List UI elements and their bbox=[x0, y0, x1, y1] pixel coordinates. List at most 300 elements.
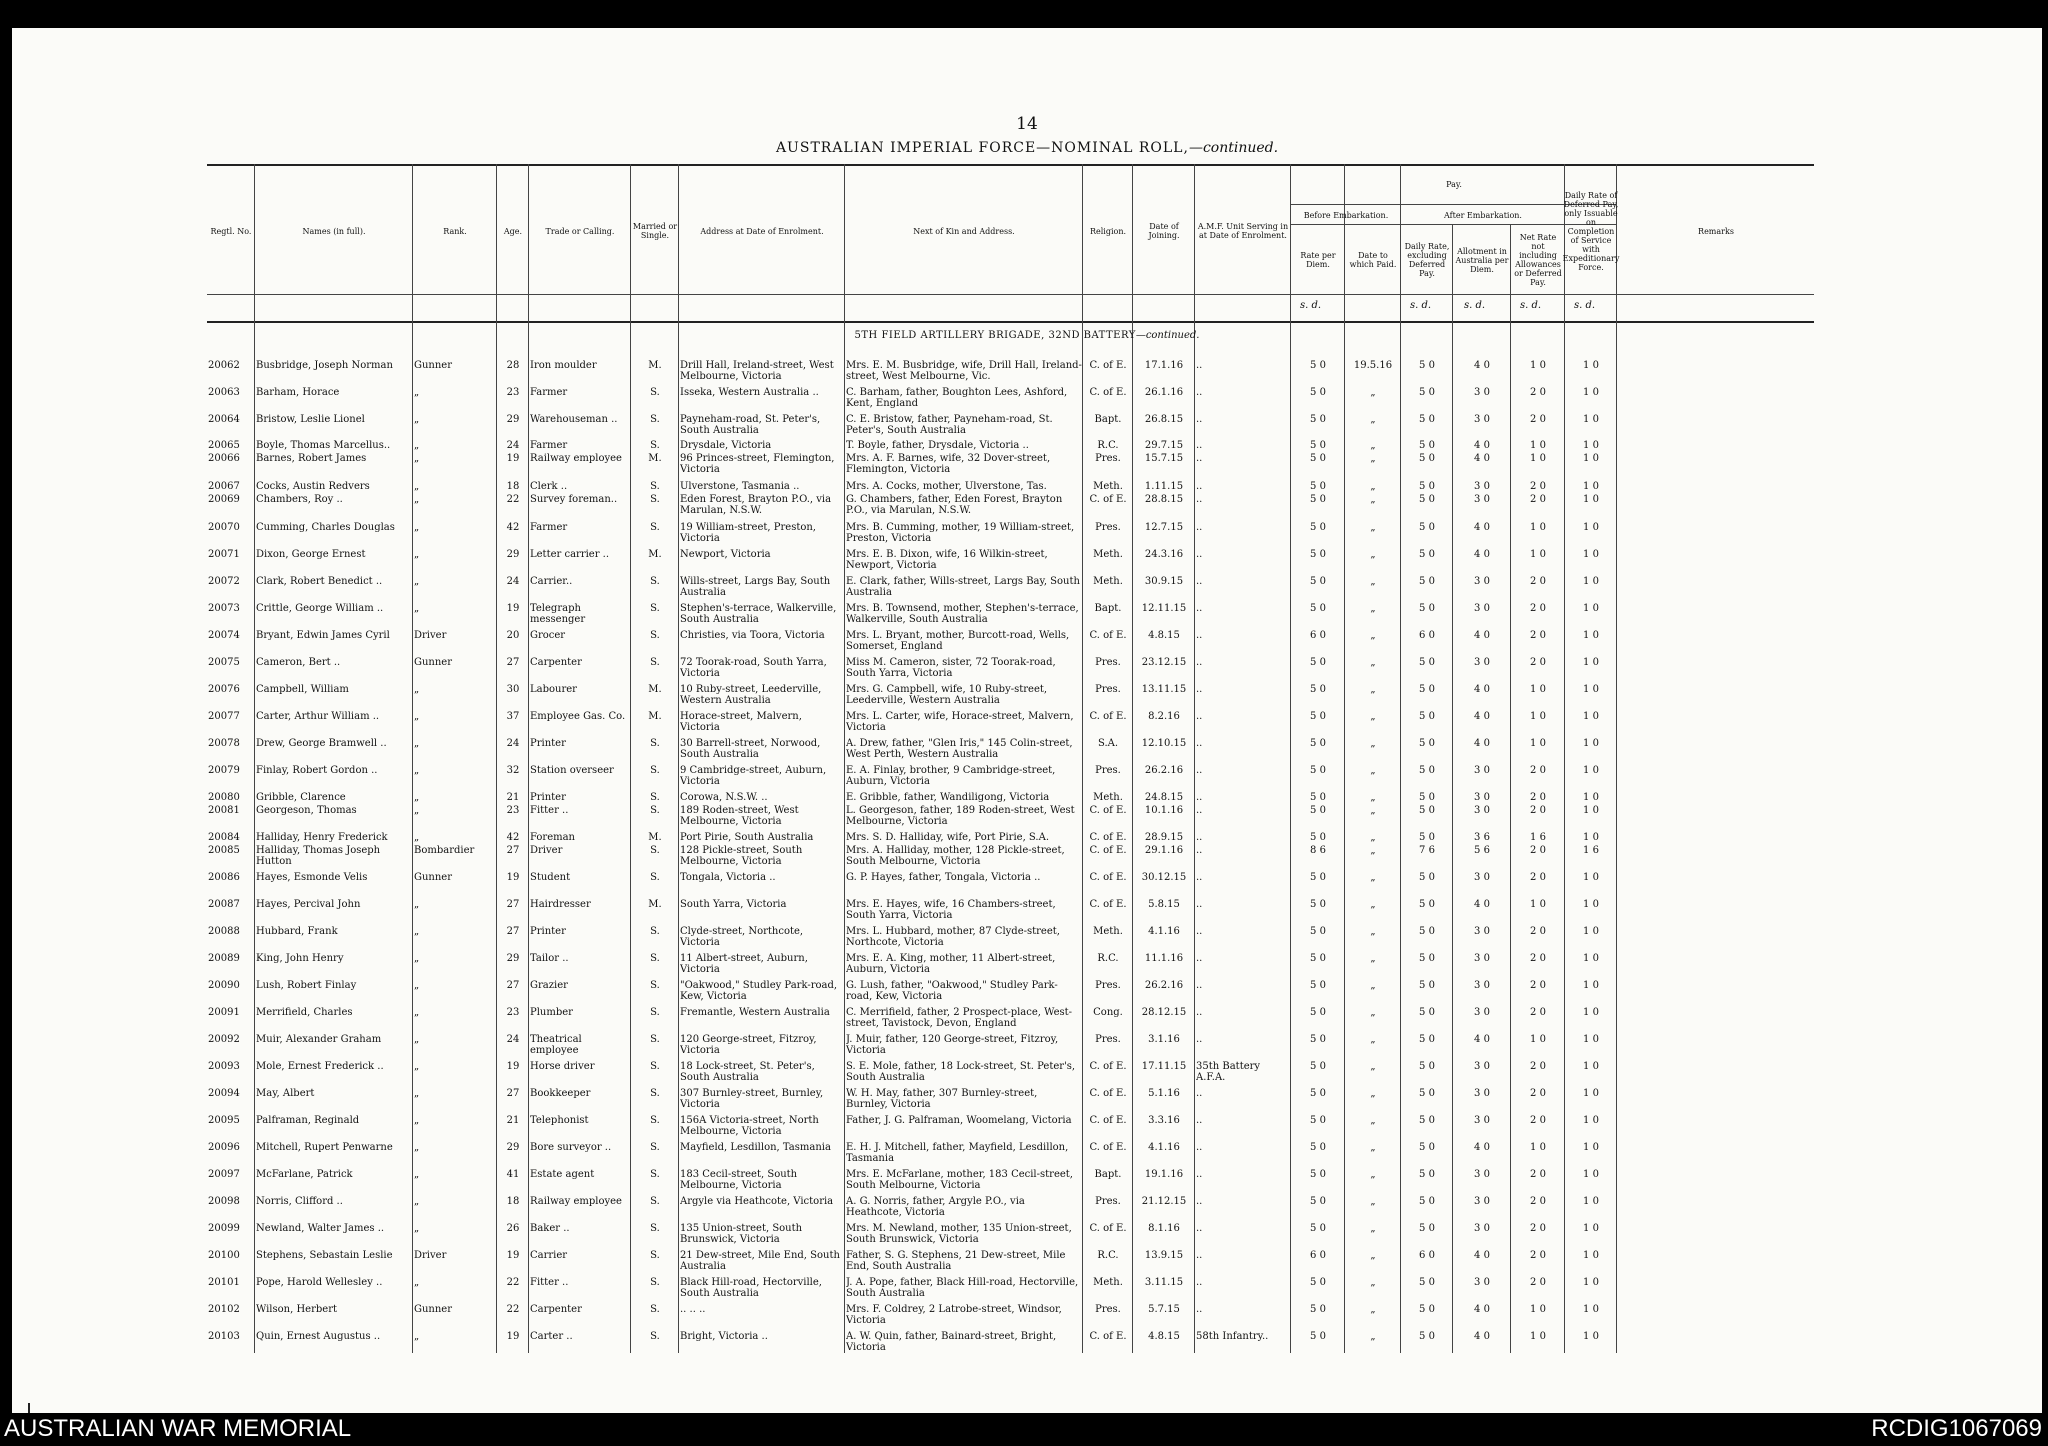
cell-def: 1 0 bbox=[1583, 953, 1599, 964]
cell-addr: Stephen's-terrace, Walkerville, South Australia bbox=[680, 603, 837, 625]
cell-rate: 5 0 bbox=[1310, 1034, 1326, 1045]
cell-rank: „ bbox=[414, 953, 420, 964]
cell-name: McFarlane, Patrick bbox=[256, 1169, 353, 1180]
cell-rank: „ bbox=[414, 1088, 420, 1099]
cell-ms: S. bbox=[650, 414, 660, 425]
cell-rank: „ bbox=[414, 494, 420, 505]
cell-rate: 5 0 bbox=[1310, 832, 1326, 843]
cell-name: Drew, George Bramwell .. bbox=[256, 738, 387, 749]
cell-rel: Pres. bbox=[1095, 1304, 1121, 1315]
cell-paid: „ bbox=[1370, 1088, 1376, 1099]
cell-paid: „ bbox=[1370, 765, 1376, 776]
cell-name: Chambers, Roy .. bbox=[256, 494, 343, 505]
cell-daily: 5 0 bbox=[1419, 387, 1435, 398]
cell-kin: T. Boyle, father, Drysdale, Victoria .. bbox=[846, 440, 1029, 451]
cell-paid: „ bbox=[1370, 738, 1376, 749]
cell-join: 5.7.15 bbox=[1148, 1304, 1180, 1315]
column-rule bbox=[844, 164, 845, 1353]
cell-daily: 5 0 bbox=[1419, 414, 1435, 425]
cell-trade: Printer bbox=[530, 792, 566, 803]
cell-def: 1 0 bbox=[1583, 522, 1599, 533]
unit-sd: s. d. bbox=[1464, 300, 1486, 311]
cell-rank: „ bbox=[414, 926, 420, 937]
cell-net: 2 0 bbox=[1530, 1196, 1546, 1207]
pay-split-rule bbox=[1400, 204, 1401, 224]
cell-amf: .. bbox=[1196, 765, 1203, 776]
cell-no: 20103 bbox=[208, 1331, 240, 1342]
cell-net: 2 0 bbox=[1530, 1277, 1546, 1288]
cell-amf: .. bbox=[1196, 414, 1203, 425]
cell-no: 20091 bbox=[208, 1007, 240, 1018]
cell-ms: M. bbox=[648, 832, 662, 843]
cell-no: 20093 bbox=[208, 1061, 240, 1072]
cell-allot: 3 0 bbox=[1474, 603, 1490, 614]
cell-net: 2 0 bbox=[1530, 1061, 1546, 1072]
cell-name: Carter, Arthur William .. bbox=[256, 711, 380, 722]
cell-def: 1 0 bbox=[1583, 576, 1599, 587]
cell-addr: Bright, Victoria .. bbox=[680, 1331, 768, 1342]
cell-paid: „ bbox=[1370, 494, 1376, 505]
cell-allot: 3 0 bbox=[1474, 1196, 1490, 1207]
cell-trade: Carrier bbox=[530, 1250, 568, 1261]
cell-addr: 156A Victoria-street, North Melbourne, Victoria bbox=[680, 1115, 819, 1137]
cell-allot: 3 0 bbox=[1474, 805, 1490, 816]
cell-daily: 5 0 bbox=[1419, 522, 1435, 533]
cell-def: 1 0 bbox=[1583, 1196, 1599, 1207]
cell-def: 1 0 bbox=[1583, 1007, 1599, 1018]
cell-kin: A. Drew, father, "Glen Iris," 145 Colin-street, West Perth, Western Australia bbox=[846, 738, 1073, 760]
cell-paid: „ bbox=[1370, 1061, 1376, 1072]
cell-ms: S. bbox=[650, 1196, 660, 1207]
cell-rate: 5 0 bbox=[1310, 1196, 1326, 1207]
cell-daily: 5 0 bbox=[1419, 549, 1435, 560]
header-trade: Trade or Calling. bbox=[545, 226, 615, 236]
cell-net: 2 0 bbox=[1530, 953, 1546, 964]
cell-name: Campbell, William bbox=[256, 684, 349, 695]
cell-ms: S. bbox=[650, 494, 660, 505]
cell-name: May, Albert bbox=[256, 1088, 315, 1099]
cell-allot: 4 0 bbox=[1474, 630, 1490, 641]
cell-addr: Black Hill-road, Hectorville, South Australia bbox=[680, 1277, 822, 1299]
column-rule bbox=[1452, 224, 1453, 1353]
header-kin: Next of Kin and Address. bbox=[913, 226, 1015, 236]
cell-name: Hubbard, Frank bbox=[256, 926, 338, 937]
cell-age: 21 bbox=[506, 1115, 520, 1126]
cell-paid: „ bbox=[1370, 845, 1376, 856]
cell-rel: S.A. bbox=[1097, 738, 1119, 749]
cell-addr: 10 Ruby-street, Leederville, Western Australia bbox=[680, 684, 822, 706]
section-heading bbox=[12, 330, 2042, 341]
cell-net: 2 0 bbox=[1530, 980, 1546, 991]
cell-name: Barham, Horace bbox=[256, 387, 340, 398]
cell-join: 23.12.15 bbox=[1141, 657, 1187, 668]
cell-join: 29.1.16 bbox=[1144, 845, 1184, 856]
header-names: Names (in full). bbox=[302, 226, 366, 236]
cell-daily: 5 0 bbox=[1419, 360, 1435, 371]
cell-rel: Bapt. bbox=[1094, 414, 1122, 425]
cell-amf: .. bbox=[1196, 1115, 1203, 1126]
cell-ms: S. bbox=[650, 872, 660, 883]
cell-allot: 3 0 bbox=[1474, 414, 1490, 425]
cell-allot: 3 0 bbox=[1474, 1115, 1490, 1126]
cell-name: Muir, Alexander Graham bbox=[256, 1034, 382, 1045]
header-amf: A.M.F. Unit Serving in at Date of Enrolment. bbox=[1197, 222, 1289, 240]
cell-rate: 5 0 bbox=[1310, 792, 1326, 803]
cell-trade: Horse driver bbox=[530, 1061, 595, 1072]
cell-net: 1 0 bbox=[1530, 360, 1546, 371]
cell-allot: 4 0 bbox=[1474, 711, 1490, 722]
cell-join: 13.11.15 bbox=[1141, 684, 1187, 695]
cell-join: 3.1.16 bbox=[1148, 1034, 1180, 1045]
cell-ms: S. bbox=[650, 1331, 660, 1342]
cell-rank: „ bbox=[414, 414, 420, 425]
cell-allot: 4 0 bbox=[1474, 1331, 1490, 1342]
cell-no: 20065 bbox=[208, 440, 240, 451]
cell-name: Bryant, Edwin James Cyril bbox=[256, 630, 390, 641]
cell-addr: South Yarra, Victoria bbox=[680, 899, 787, 910]
header-regtl: Regtl. No. bbox=[210, 226, 252, 236]
cell-kin: Mrs. A. Halliday, mother, 128 Pickle-street, South Melbourne, Victoria bbox=[846, 845, 1065, 867]
header-allot: Allotment in Australia per Diem. bbox=[1455, 246, 1509, 274]
cell-amf: .. bbox=[1196, 926, 1203, 937]
cell-ms: M. bbox=[648, 453, 662, 464]
column-rule bbox=[1194, 164, 1195, 1353]
column-rule bbox=[678, 164, 679, 1353]
cell-paid: „ bbox=[1370, 549, 1376, 560]
cell-join: 13.9.15 bbox=[1144, 1250, 1184, 1261]
cell-amf: .. bbox=[1196, 360, 1203, 371]
cell-def: 1 0 bbox=[1583, 1250, 1599, 1261]
cell-age: 37 bbox=[506, 711, 520, 722]
cell-amf: .. bbox=[1196, 1007, 1203, 1018]
cell-amf: .. bbox=[1196, 453, 1203, 464]
cell-rate: 5 0 bbox=[1310, 360, 1326, 371]
cell-daily: 6 0 bbox=[1419, 630, 1435, 641]
cell-trade: Grazier bbox=[530, 980, 568, 991]
cell-def: 1 0 bbox=[1583, 414, 1599, 425]
cell-addr: Fremantle, Western Australia bbox=[680, 1007, 830, 1018]
cell-ms: S. bbox=[650, 576, 660, 587]
cell-rel: R.C. bbox=[1097, 953, 1119, 964]
cell-addr: 307 Burnley-street, Burnley, Victoria bbox=[680, 1088, 824, 1110]
cell-join: 4.8.15 bbox=[1148, 630, 1180, 641]
cell-daily: 6 0 bbox=[1419, 1250, 1435, 1261]
cell-paid: „ bbox=[1370, 453, 1376, 464]
cell-join: 30.12.15 bbox=[1141, 872, 1187, 883]
cell-daily: 5 0 bbox=[1419, 711, 1435, 722]
cell-rank: „ bbox=[414, 899, 420, 910]
cell-paid: „ bbox=[1370, 805, 1376, 816]
cell-allot: 3 0 bbox=[1474, 657, 1490, 668]
cell-ms: S. bbox=[650, 1034, 660, 1045]
header-before: Before Embarkation. bbox=[1303, 210, 1389, 220]
cell-def: 1 0 bbox=[1583, 630, 1599, 641]
cell-rel: C. of E. bbox=[1089, 845, 1127, 856]
cell-def: 1 0 bbox=[1583, 603, 1599, 614]
cell-ms: S. bbox=[650, 845, 660, 856]
footer-bar bbox=[0, 1413, 2048, 1446]
cell-kin: Mrs. E. A. King, mother, 11 Albert-street, Auburn, Victoria bbox=[846, 953, 1056, 975]
cell-rank: „ bbox=[414, 738, 420, 749]
cell-kin: E. Clark, father, Wills-street, Largs Bay, South Australia bbox=[846, 576, 1080, 598]
cell-allot: 3 0 bbox=[1474, 494, 1490, 505]
cell-addr: Isseka, Western Australia .. bbox=[680, 387, 819, 398]
cell-def: 1 0 bbox=[1583, 980, 1599, 991]
cell-rate: 5 0 bbox=[1310, 1142, 1326, 1153]
cell-amf: .. bbox=[1196, 1277, 1203, 1288]
cell-rank: „ bbox=[414, 765, 420, 776]
cell-def: 1 0 bbox=[1583, 711, 1599, 722]
cell-kin: J. Muir, father, 120 George-street, Fitzroy, Victoria bbox=[846, 1034, 1059, 1056]
cell-no: 20090 bbox=[208, 980, 240, 991]
cell-rate: 5 0 bbox=[1310, 926, 1326, 937]
cell-net: 1 0 bbox=[1530, 1331, 1546, 1342]
header-rank: Rank. bbox=[443, 226, 467, 236]
cell-trade: Station overseer bbox=[530, 765, 614, 776]
cell-addr: Tongala, Victoria .. bbox=[680, 872, 776, 883]
cell-rank: „ bbox=[414, 481, 420, 492]
cell-allot: 4 0 bbox=[1474, 360, 1490, 371]
column-rule bbox=[1510, 224, 1511, 1353]
cell-kin: W. H. May, father, 307 Burnley-street, Burnley, Victoria bbox=[846, 1088, 1038, 1110]
title-continued: —continued. bbox=[1188, 140, 1279, 156]
cell-daily: 5 0 bbox=[1419, 1142, 1435, 1153]
cell-rate: 5 0 bbox=[1310, 1169, 1326, 1180]
cell-join: 30.9.15 bbox=[1144, 576, 1184, 587]
cell-ms: S. bbox=[650, 1304, 660, 1315]
cell-daily: 5 0 bbox=[1419, 832, 1435, 843]
cell-name: Gribble, Clarence bbox=[256, 792, 346, 803]
cell-name: Cocks, Austin Redvers bbox=[256, 481, 370, 492]
cell-no: 20066 bbox=[208, 453, 240, 464]
cell-name: Crittle, George William .. bbox=[256, 603, 384, 614]
cell-rel: Bapt. bbox=[1094, 1169, 1122, 1180]
cell-ms: S. bbox=[650, 1223, 660, 1234]
cell-allot: 4 0 bbox=[1474, 1142, 1490, 1153]
cell-trade: Carter .. bbox=[530, 1331, 573, 1342]
column-rule bbox=[254, 164, 255, 1353]
cell-rel: Pres. bbox=[1095, 980, 1121, 991]
cell-ms: S. bbox=[650, 603, 660, 614]
cell-trade: Employee Gas. Co. bbox=[530, 711, 626, 722]
footer-source: AUSTRALIAN WAR MEMORIAL bbox=[4, 1415, 352, 1442]
cell-rank: „ bbox=[414, 1115, 420, 1126]
cell-kin: Mrs. S. D. Halliday, wife, Port Pirie, S.A. bbox=[846, 832, 1050, 843]
cell-paid: „ bbox=[1370, 522, 1376, 533]
cell-name: Halliday, Henry Frederick bbox=[256, 832, 388, 843]
cell-rank: „ bbox=[414, 1034, 420, 1045]
cell-def: 1 0 bbox=[1583, 549, 1599, 560]
cell-def: 1 0 bbox=[1583, 1142, 1599, 1153]
cell-daily: 5 0 bbox=[1419, 953, 1435, 964]
cell-trade: Fitter .. bbox=[530, 805, 569, 816]
cell-paid: „ bbox=[1370, 440, 1376, 451]
cell-paid: „ bbox=[1370, 1250, 1376, 1261]
cell-kin: Mrs. E. Hayes, wife, 16 Chambers-street, South Yarra, Victoria bbox=[846, 899, 1056, 921]
cell-rel: R.C. bbox=[1097, 1250, 1119, 1261]
unit-sd: s. d. bbox=[1520, 300, 1542, 311]
cell-allot: 4 0 bbox=[1474, 1250, 1490, 1261]
cell-net: 2 0 bbox=[1530, 603, 1546, 614]
cell-net: 1 0 bbox=[1530, 453, 1546, 464]
cell-trade: Telephonist bbox=[530, 1115, 589, 1126]
cell-amf: .. bbox=[1196, 684, 1203, 695]
cell-rank: „ bbox=[414, 453, 420, 464]
cell-daily: 5 0 bbox=[1419, 872, 1435, 883]
cell-rel: C. of E. bbox=[1089, 1331, 1127, 1342]
cell-kin: E. Gribble, father, Wandiligong, Victoria bbox=[846, 792, 1050, 803]
cell-trade: Estate agent bbox=[530, 1169, 595, 1180]
cell-rank: „ bbox=[414, 805, 420, 816]
cell-paid: „ bbox=[1370, 1196, 1376, 1207]
cell-no: 20081 bbox=[208, 805, 240, 816]
cell-name: Hayes, Esmonde Velis bbox=[256, 872, 368, 883]
cell-join: 26.2.16 bbox=[1144, 765, 1184, 776]
cell-join: 8.2.16 bbox=[1148, 711, 1180, 722]
cell-no: 20076 bbox=[208, 684, 240, 695]
cell-allot: 3 0 bbox=[1474, 765, 1490, 776]
cell-no: 20098 bbox=[208, 1196, 240, 1207]
cell-join: 26.8.15 bbox=[1144, 414, 1184, 425]
cell-trade: Farmer bbox=[530, 387, 568, 398]
cell-net: 2 0 bbox=[1530, 1250, 1546, 1261]
cell-rank: Driver bbox=[414, 1250, 447, 1261]
cell-ms: S. bbox=[650, 522, 660, 533]
cell-trade: Farmer bbox=[530, 440, 568, 451]
header-remarks: Remarks bbox=[1698, 226, 1734, 236]
cell-rel: Meth. bbox=[1093, 549, 1123, 560]
cell-age: 30 bbox=[506, 684, 520, 695]
cell-ms: M. bbox=[648, 684, 662, 695]
cell-addr: Argyle via Heathcote, Victoria bbox=[680, 1196, 834, 1207]
cell-age: 19 bbox=[506, 1250, 520, 1261]
cell-join: 24.8.15 bbox=[1144, 792, 1184, 803]
cell-no: 20079 bbox=[208, 765, 240, 776]
header-address: Address at Date of Enrolment. bbox=[700, 226, 824, 236]
cell-rank: „ bbox=[414, 711, 420, 722]
cell-amf: .. bbox=[1196, 1142, 1203, 1153]
cell-join: 4.8.15 bbox=[1148, 1331, 1180, 1342]
cell-allot: 4 0 bbox=[1474, 549, 1490, 560]
cell-kin: Mrs. E. McFarlane, mother, 183 Cecil-street, South Melbourne, Victoria bbox=[846, 1169, 1073, 1191]
cell-ms: S. bbox=[650, 481, 660, 492]
cell-net: 2 0 bbox=[1530, 926, 1546, 937]
cell-rel: Meth. bbox=[1093, 576, 1123, 587]
cell-trade: Farmer bbox=[530, 522, 568, 533]
cell-no: 20064 bbox=[208, 414, 240, 425]
cell-no: 20072 bbox=[208, 576, 240, 587]
cell-name: Cumming, Charles Douglas bbox=[256, 522, 395, 533]
cell-rel: Meth. bbox=[1093, 792, 1123, 803]
cell-daily: 5 0 bbox=[1419, 1115, 1435, 1126]
cell-allot: 4 0 bbox=[1474, 738, 1490, 749]
cell-join: 17.11.15 bbox=[1141, 1061, 1187, 1072]
cell-join: 11.1.16 bbox=[1144, 953, 1184, 964]
column-rule bbox=[630, 164, 631, 1353]
cell-paid: „ bbox=[1370, 1007, 1376, 1018]
cell-ms: S. bbox=[650, 980, 660, 991]
cell-rank: „ bbox=[414, 522, 420, 533]
cell-rel: Pres. bbox=[1095, 522, 1121, 533]
unit-sd: s. d. bbox=[1300, 300, 1322, 311]
cell-rank: Gunner bbox=[414, 872, 453, 883]
cell-ms: S. bbox=[650, 1250, 660, 1261]
cell-age: 26 bbox=[506, 1223, 520, 1234]
cell-rank: „ bbox=[414, 1061, 420, 1072]
cell-name: Cameron, Bert .. bbox=[256, 657, 341, 668]
cell-addr: 72 Toorak-road, South Yarra, Victoria bbox=[680, 657, 827, 679]
cell-trade: Student bbox=[530, 872, 571, 883]
cell-ms: M. bbox=[648, 360, 662, 371]
cell-paid: „ bbox=[1370, 481, 1376, 492]
cell-no: 20089 bbox=[208, 953, 240, 964]
cell-kin: C. E. Bristow, father, Payneham-road, St. Peter's, South Australia bbox=[846, 414, 1053, 436]
cell-amf: .. bbox=[1196, 872, 1203, 883]
column-rule bbox=[1344, 164, 1345, 1353]
cell-ms: S. bbox=[650, 738, 660, 749]
cell-rank: Gunner bbox=[414, 657, 453, 668]
cell-net: 2 0 bbox=[1530, 657, 1546, 668]
cell-name: Newland, Walter James .. bbox=[256, 1223, 385, 1234]
cell-name: Pope, Harold Wellesley .. bbox=[256, 1277, 383, 1288]
header-after: After Embarkation. bbox=[1444, 210, 1522, 220]
cell-rank: „ bbox=[414, 1277, 420, 1288]
cell-daily: 5 0 bbox=[1419, 805, 1435, 816]
cell-name: Wilson, Herbert bbox=[256, 1304, 337, 1315]
cell-age: 23 bbox=[506, 805, 520, 816]
cell-rate: 5 0 bbox=[1310, 953, 1326, 964]
cell-rel: R.C. bbox=[1097, 440, 1119, 451]
cell-trade: Theatrical employee bbox=[530, 1034, 582, 1056]
cell-ms: S. bbox=[650, 1115, 660, 1126]
cell-def: 1 0 bbox=[1583, 1277, 1599, 1288]
cell-def: 1 0 bbox=[1583, 899, 1599, 910]
cell-no: 20070 bbox=[208, 522, 240, 533]
cell-no: 20087 bbox=[208, 899, 240, 910]
cell-join: 3.3.16 bbox=[1148, 1115, 1180, 1126]
cell-paid: „ bbox=[1370, 1169, 1376, 1180]
cell-kin: G. Chambers, father, Eden Forest, Brayton P.O., via Marulan, N.S.W. bbox=[846, 494, 1063, 516]
cell-no: 20062 bbox=[208, 360, 240, 371]
cell-def: 1 0 bbox=[1583, 657, 1599, 668]
column-rule bbox=[1290, 164, 1291, 1353]
cell-paid: „ bbox=[1370, 387, 1376, 398]
cell-allot: 3 0 bbox=[1474, 926, 1490, 937]
page-title bbox=[12, 140, 2042, 156]
cell-addr: Ulverstone, Tasmania .. bbox=[680, 481, 800, 492]
cell-net: 1 0 bbox=[1530, 1142, 1546, 1153]
cell-rank: „ bbox=[414, 1331, 420, 1342]
cell-kin: Father, J. G. Palframan, Woomelang, Victoria bbox=[846, 1115, 1072, 1126]
cell-rel: C. of E. bbox=[1089, 711, 1127, 722]
cell-rel: Meth. bbox=[1093, 481, 1123, 492]
cell-daily: 5 0 bbox=[1419, 1034, 1435, 1045]
cell-kin: Mrs. A. F. Barnes, wife, 32 Dover-street, Flemington, Victoria bbox=[846, 453, 1051, 475]
cell-paid: „ bbox=[1370, 684, 1376, 695]
cell-rate: 5 0 bbox=[1310, 1061, 1326, 1072]
cell-rate: 5 0 bbox=[1310, 453, 1326, 464]
cell-rank: Driver bbox=[414, 630, 447, 641]
cell-ms: S. bbox=[650, 765, 660, 776]
cell-no: 20094 bbox=[208, 1088, 240, 1099]
cell-trade: Plumber bbox=[530, 1007, 573, 1018]
cell-trade: Printer bbox=[530, 926, 566, 937]
cell-net: 2 0 bbox=[1530, 792, 1546, 803]
cell-def: 1 0 bbox=[1583, 872, 1599, 883]
cell-allot: 3 0 bbox=[1474, 481, 1490, 492]
cell-daily: 5 0 bbox=[1419, 684, 1435, 695]
cell-age: 18 bbox=[506, 1196, 520, 1207]
